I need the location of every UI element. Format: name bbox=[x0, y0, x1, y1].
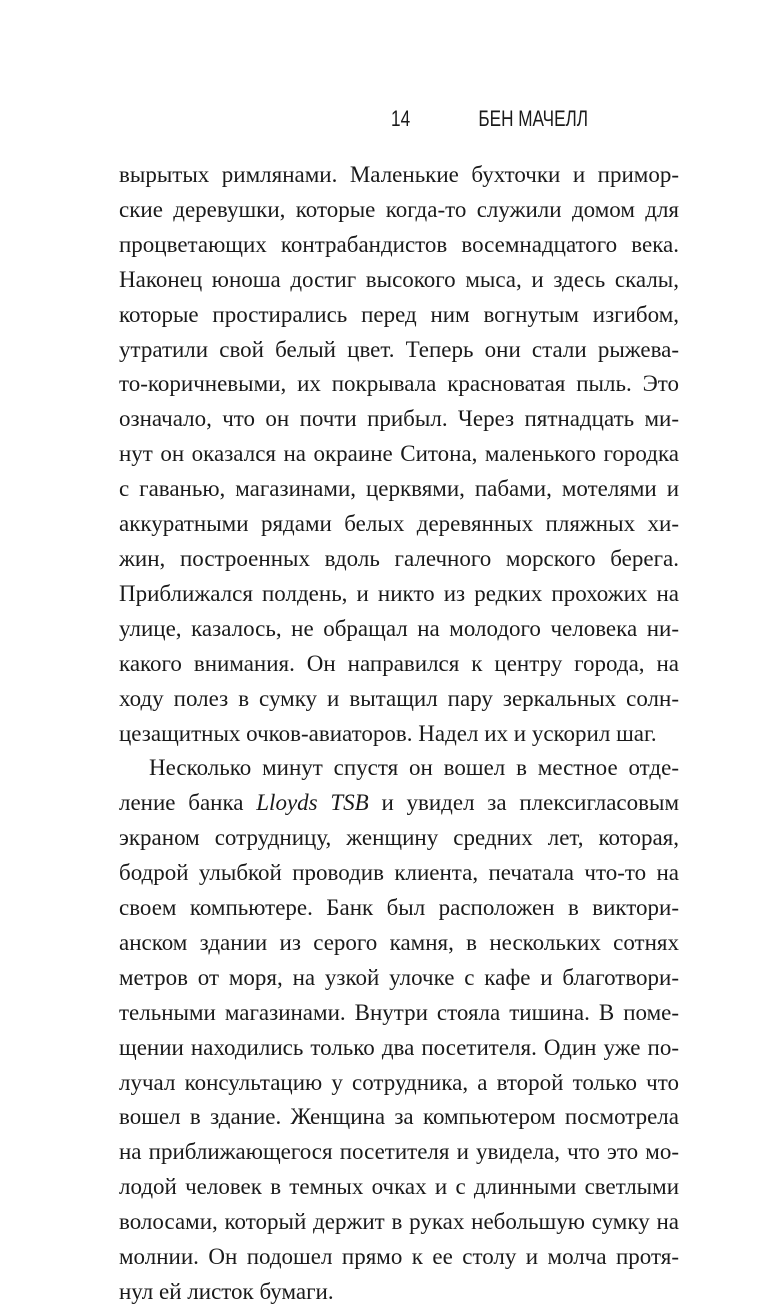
page-header bbox=[84, 106, 683, 136]
text-segment: и увидел за плексигласовым bbox=[368, 790, 679, 816]
text-line: анском здании из серого камня, в нескольких сотнях bbox=[119, 929, 679, 955]
text-line: означало, что он почти прибыл. Через пятнадцать ми- bbox=[119, 406, 679, 432]
text-line: процветающих контрабандистов восемнадцатого века. bbox=[119, 231, 679, 257]
paragraph-2 bbox=[119, 751, 679, 1310]
text-line: которые простирались перед ним вогнутым изгибом, bbox=[119, 301, 679, 327]
text-line: молнии. Он подошел прямо к ее столу и молча протя- bbox=[119, 1244, 679, 1270]
text-line: лучал консультацию у сотрудника, а второй только что bbox=[119, 1069, 679, 1095]
text-line: вырытых римлянами. Маленькие бухточки и примор- bbox=[119, 162, 679, 187]
bank-name: Lloyds TSB bbox=[256, 790, 369, 816]
text-line: Наконец юноша достиг высокого мыса, и здесь скалы, bbox=[119, 266, 679, 292]
text-line: с гаванью, магазинами, церквями, пабами, мотелями и bbox=[119, 476, 679, 502]
text-line: метров от моря, на узкой улочке с кафе и благотвори- bbox=[119, 964, 679, 990]
text-line: экраном сотрудницу, женщину средних лет, которая, bbox=[119, 825, 679, 851]
text-line: какого внимания. Он направился к центру города, на bbox=[119, 650, 679, 676]
running-head: БЕН МАЧЕЛЛ bbox=[478, 106, 589, 131]
text-segment: ление банка bbox=[119, 790, 257, 816]
text-line: на приближающегося посетителя и увидела, что это мо- bbox=[119, 1139, 679, 1165]
text-line: тельными магазинами. Внутри стояла тишина. В поме- bbox=[119, 999, 679, 1025]
text-line: бодрой улыбкой проводив клиента, печатала что-то на bbox=[119, 860, 679, 886]
text-line: волосами, который держит в руках небольшую сумку на bbox=[119, 1209, 679, 1235]
text-line: лодой человек в темных очках и с длинными светлыми bbox=[119, 1174, 679, 1200]
paragraph-1 bbox=[119, 158, 679, 751]
text-line: нут он оказался на окраине Ситона, маленького городка bbox=[119, 441, 679, 467]
text-line: ходу полез в сумку и вытащил пару зеркальных солн- bbox=[119, 685, 679, 711]
text-line: своем компьютере. Банк был расположен в виктори- bbox=[119, 895, 679, 921]
text-line: вошел в здание. Женщина за компьютером посмотрела bbox=[119, 1104, 679, 1130]
text-line: Приближался полдень, и никто из редких прохожих на bbox=[119, 580, 679, 606]
text-line: аккуратными рядами белых деревянных пляжных хи- bbox=[119, 511, 679, 537]
text-line: улице, казалось, не обращал на молодого человека ни- bbox=[119, 615, 679, 641]
text-line: нул ей листок бумаги. bbox=[119, 1279, 334, 1304]
text-line: Несколько минут спустя он вошел в местное отде- bbox=[149, 755, 679, 781]
text-line bbox=[119, 786, 679, 821]
text-line: утратили свой белый цвет. Теперь они стали рыжева- bbox=[119, 336, 679, 362]
text-line: ские деревушки, которые когда-то служили домом для bbox=[119, 196, 679, 222]
text-line: щении находились только два посетителя. Один уже по- bbox=[119, 1034, 679, 1060]
body-text bbox=[119, 158, 679, 1310]
text-line: жин, построенных вдоль галечного морского берега. bbox=[119, 545, 679, 571]
page-number: 14 bbox=[391, 106, 411, 131]
text-line: то-коричневыми, их покрывала красноватая пыль. Это bbox=[119, 371, 679, 397]
text-line: цезащитных очков-авиаторов. Надел их и ускорил шаг. bbox=[119, 720, 657, 746]
